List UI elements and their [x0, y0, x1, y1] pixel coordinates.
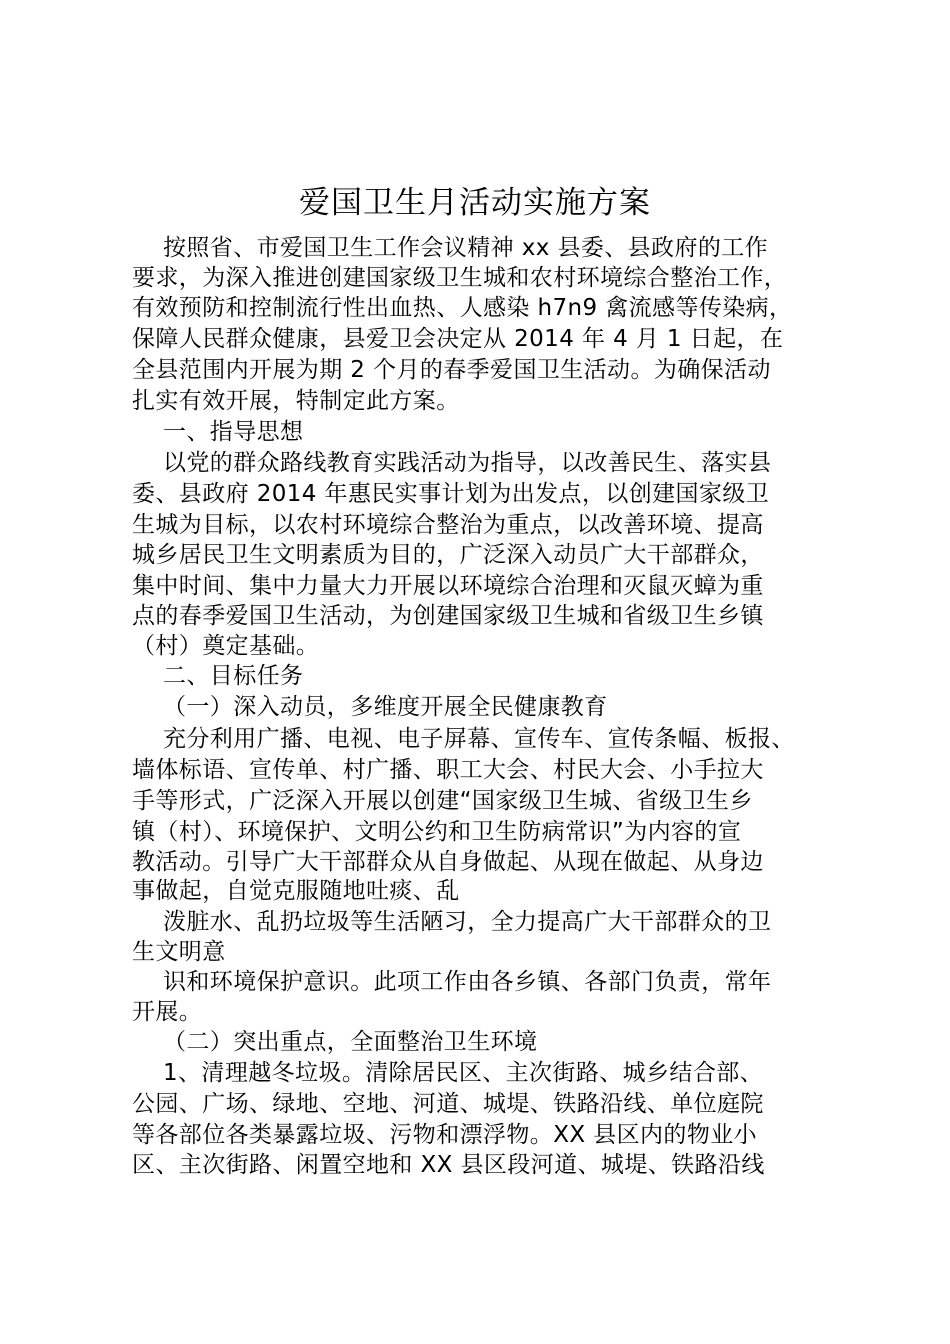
section-heading: 二、目标任务: [163, 663, 304, 689]
text-line: 按照省、市爱国卫生工作会议精神 xx 县委、县政府的工作: [163, 235, 769, 261]
text-line: 区、主次街路、闲置空地和 XX 县区段河道、城堤、铁路沿线: [132, 1152, 765, 1178]
subsection-heading: （二）突出重点，全面整治卫生环境: [163, 1029, 538, 1055]
text-line: 扎实有效开展，特制定此方案。: [132, 388, 460, 414]
text-line: 充分利用广播、电视、电子屏幕、宣传车、宣传条幅、板报、: [163, 726, 795, 752]
text-line: 城乡居民卫生文明素质为目的，广泛深入动员广大干部群众，: [132, 542, 764, 568]
text-line: 点的春季爱国卫生活动，为创建国家级卫生城和省级卫生乡镇: [132, 603, 764, 629]
text-line: 镇（村）、环境保护、文明公约和卫生防病常识”为内容的宣: [132, 819, 742, 845]
text-line: 保障人民群众健康，县爱卫会决定从 2014 年 4 月 1 日起，在: [132, 326, 784, 352]
text-line: 生文明意: [132, 939, 226, 965]
text-line: 委、县政府 2014 年惠民实事计划为出发点，以创建国家级卫: [132, 481, 770, 507]
text-line: 等各部位各类暴露垃圾、污物和漂浮物。XX 县区内的物业小: [132, 1122, 758, 1148]
text-line: 开展。: [132, 999, 203, 1025]
text-line: 集中时间、集中力量大力开展以环境综合治理和灭鼠灭蟑为重: [132, 573, 764, 599]
text-line: 全县范围内开展为期 2 个月的春季爱国卫生活动。为确保活动: [132, 357, 771, 383]
text-line: 教活动。引导广大干部群众从自身做起、从现在做起、从身边: [132, 849, 764, 875]
subsection-heading: （一）深入动员，多维度开展全民健康教育: [163, 694, 608, 720]
text-line: 泼脏水、乱扔垃圾等生活陋习，全力提高广大干部群众的卫: [163, 909, 772, 935]
text-line: 手等形式，广泛深入开展以创建“国家级卫生城、省级卫生乡: [132, 788, 753, 814]
text-line: 公园、广场、绿地、空地、河道、城堤、铁路沿线、单位庭院: [132, 1091, 764, 1117]
text-line: 生城为目标，以农村环境综合整治为重点，以改善环境、提高: [132, 512, 764, 538]
text-line: 1、清理越冬垃圾。清除居民区、主次街路、城乡结合部、: [163, 1060, 764, 1086]
text-line: 要求，为深入推进创建国家级卫生城和农村环境综合整治工作，: [132, 265, 788, 291]
text-line: 有效预防和控制流行性出血热、人感染 h7n9 禽流感等传染病，: [132, 295, 793, 321]
document-title: 爱国卫生月活动实施方案: [299, 185, 651, 221]
text-line: 以党的群众路线教育实践活动为指导，以改善民生、落实县: [163, 450, 772, 476]
text-line: 识和环境保护意识。此项工作由各乡镇、各部门负责，常年: [163, 969, 772, 995]
section-heading: 一、指导思想: [163, 419, 304, 445]
text-line: 墙体标语、宣传单、村广播、职工大会、村民大会、小手拉大: [132, 757, 764, 783]
text-line: （村）奠定基础。: [132, 633, 320, 659]
text-line: 事做起，自觉克服随地吐痰、乱: [132, 878, 460, 904]
